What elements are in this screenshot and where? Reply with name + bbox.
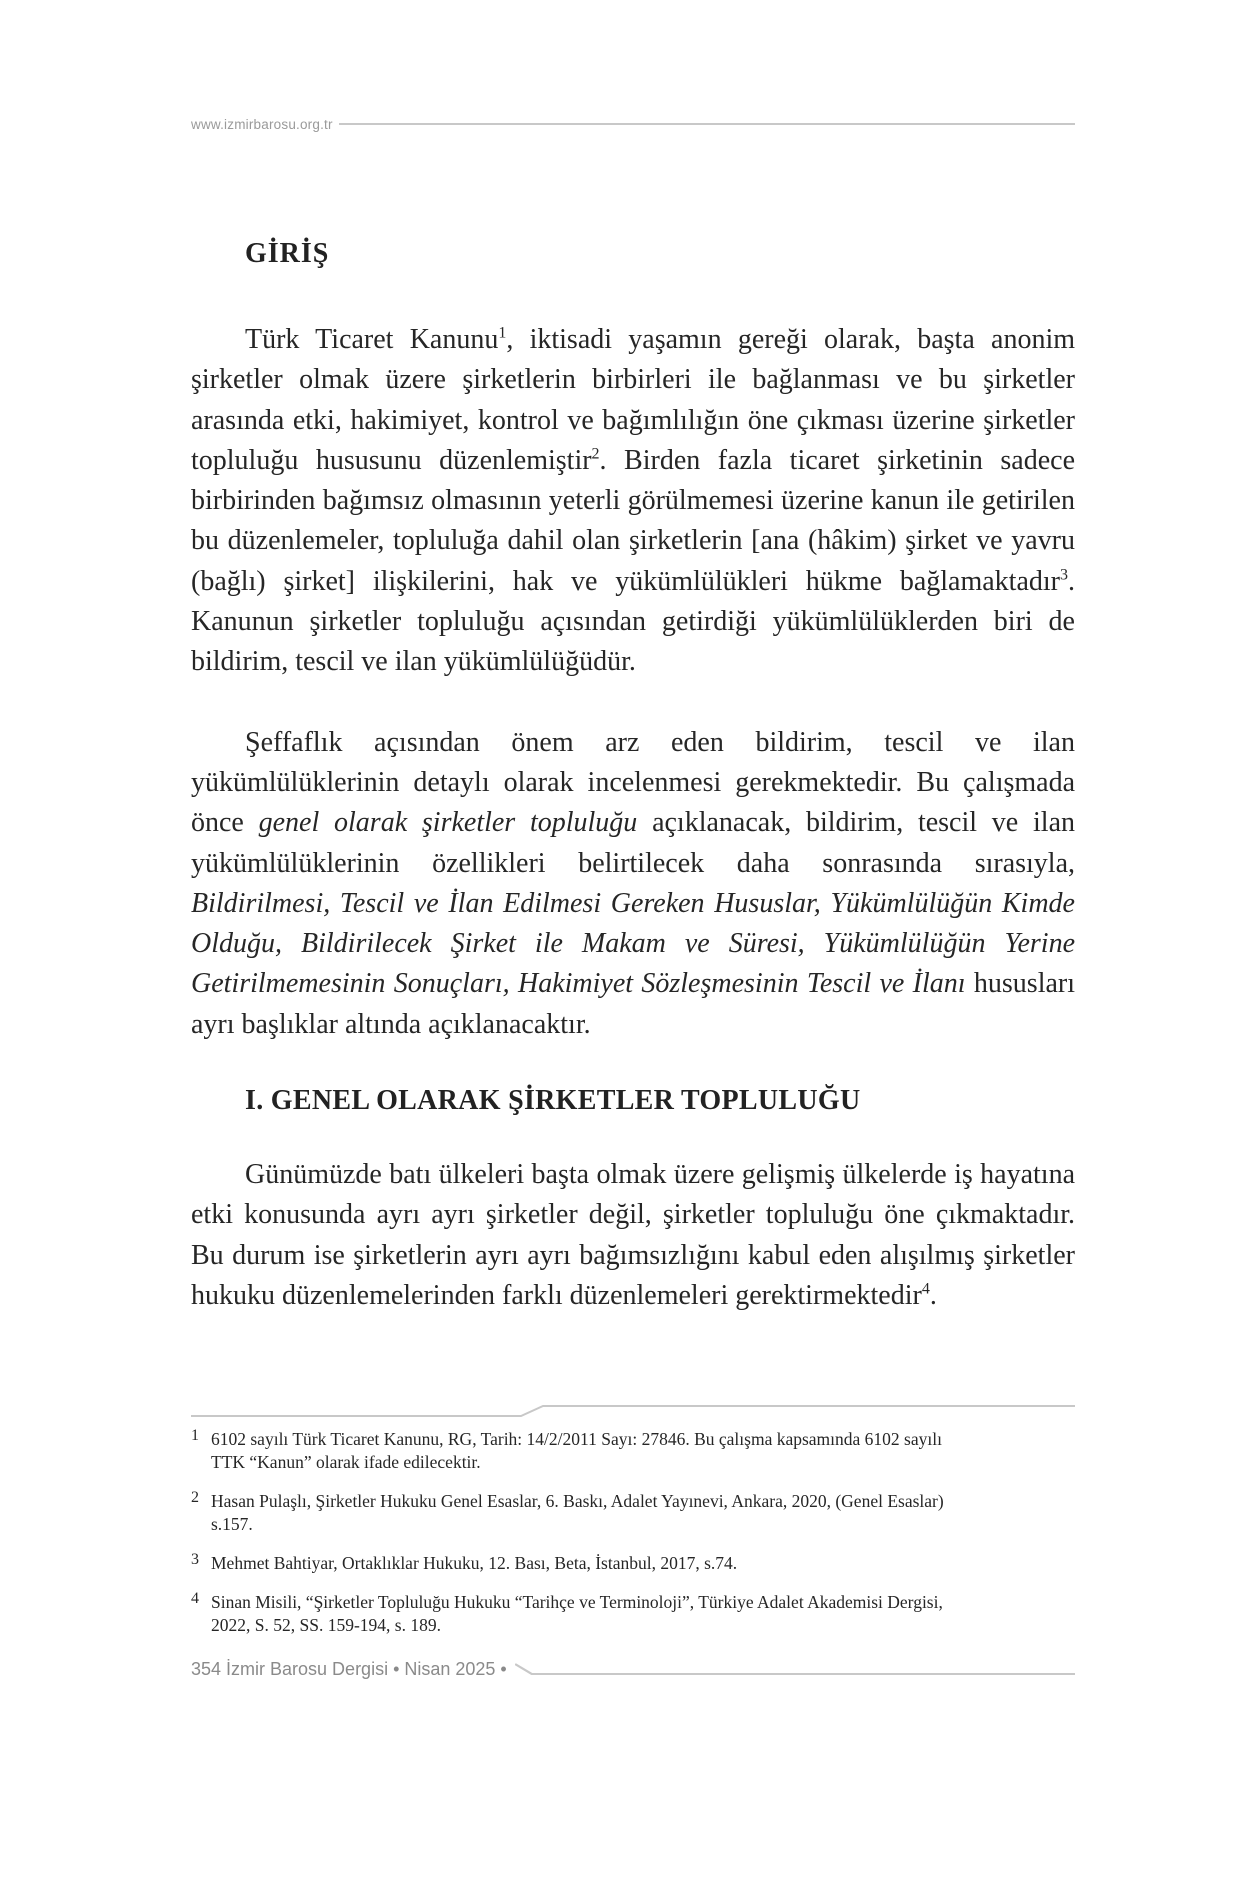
footnote-text: 6102 sayılı Türk Ticaret Kanunu, RG, Tarih: 14/2/2011 Sayı: 27846. Bu çalışma kapsamında 6102 sayılı [211, 1429, 942, 1449]
footnote-text: s.157. [211, 1514, 253, 1534]
footnote-1 [191, 1428, 1075, 1474]
text-run: açıklanacak, bildirim, tescil ve ilan yükümlülüklerinin özellikleri belirtilecek daha sonrasında sırasıyla, [191, 807, 1075, 879]
running-header [191, 112, 1075, 136]
footnote-text: 2022, S. 52, SS. 159-194, s. 189. [211, 1615, 441, 1635]
section-1-paragraph-1 [191, 1155, 1075, 1316]
text-run: . [929, 1279, 937, 1311]
italic-run: Bildirilmesi, Tescil ve İlan Edilmesi Gereken Hususlar, Yükümlülüğün Kimde Olduğu, Bildirilecek Şirket ile Makam ve Süresi, Yükümlülüğün Yerine Getirilmemesinin Sonuçları, Hakimiyet Sözleşmesinin Tescil ve İlanı [191, 887, 1075, 1000]
footnote-number: 4 [191, 1590, 199, 1607]
footnote-ref-4: 4 [921, 1280, 930, 1298]
intro-heading: GİRİŞ [245, 238, 330, 269]
section-1-heading: I. GENEL OLARAK ŞİRKETLER TOPLULUĞU [245, 1085, 861, 1117]
text-run: . Birden fazla ticaret şirketinin sadece birbirinden bağımsız olmasının yeterli görülmemesi üzerine kanun ile getirilen bu düzenlemeler, topluluğa dahil olan şirketlerin [ana (hâkim) şirket ve yavru (bağlı) şirket] ilişkilerini, hak ve yükümlülükleri hükme bağlamaktadır [191, 444, 1075, 597]
footnote-separator [191, 1404, 1075, 1418]
header-url: www.izmirbarosu.org.tr [191, 116, 333, 132]
intro-paragraph-2 [191, 723, 1075, 1045]
main-content [191, 238, 1075, 1316]
footnote-ref-2: 2 [591, 445, 600, 463]
text-run: . Kanunun şirketler topluluğu açısından getirdiği yükümlülüklerden biri de bildirim, tescil ve ilan yükümlülüğüdür. [191, 565, 1075, 678]
italic-run: genel olarak şirketler topluluğu [258, 807, 638, 839]
footnote-text: TTK “Kanun” olarak ifade edilecektir. [211, 1452, 481, 1472]
text-run: Türk Ticaret Kanunu [245, 324, 499, 355]
footnote-number: 2 [191, 1489, 199, 1506]
footnote-number: 1 [191, 1427, 199, 1444]
footnote-text: Hasan Pulaşlı, Şirketler Hukuku Genel Esaslar, 6. Baskı, Adalet Yayınevi, Ankara, 2020, (Genel Esaslar) [211, 1491, 944, 1511]
footnote-number: 3 [191, 1551, 199, 1568]
intro-paragraph-1 [191, 320, 1075, 683]
footnotes [191, 1428, 1075, 1653]
footer-text: 354 İzmir Barosu Dergisi • Nisan 2025 • [191, 1658, 507, 1679]
footnote-3 [191, 1552, 1075, 1575]
text-run: , iktisadi yaşamın gereği olarak, başta anonim şirketler olmak üzere şirketlerin birbirleri ile bağlanması ve bu şirketler arasında etki, hakimiyet, kontrol ve bağımlılığın öne çıkması üzerine şirketler topluluğu hususunu düzenlemiştir [191, 324, 1075, 476]
footnote-ref-3: 3 [1060, 566, 1068, 584]
text-run: Günümüzde batı ülkeleri başta olmak üzere gelişmiş ülkelerde iş hayatına etki konusunda ayrı ayrı şirketler değil, şirketler topluluğu öne çıkmaktadır. Bu durum ise şirketlerin ayrı ayrı bağımsızlığını kabul eden alışılmış şirketler hukuku düzenlemelerinden farklı düzenlemeleri gerektirmektedir [191, 1159, 1075, 1311]
footnote-text: Mehmet Bahtiyar, Ortaklıklar Hukuku, 12. Bası, Beta, İstanbul, 2017, s.74. [211, 1553, 738, 1573]
header-rule [339, 123, 1075, 125]
footer-rule [515, 1662, 1075, 1676]
text-run: hususları ayrı başlıklar altında açıklanacaktır. [191, 968, 1076, 1040]
running-footer [191, 1655, 1075, 1683]
footnote-2 [191, 1490, 1075, 1536]
footnote-ref-1: 1 [498, 324, 507, 342]
footnote-4 [191, 1591, 1075, 1637]
text-run: Şeffaflık açısından önem arz eden bildirim, tescil ve ilan yükümlülüklerinin detaylı olarak incelenmesi gerekmektedir. Bu çalışmada önce [191, 726, 1075, 839]
footnote-text: Sinan Misili, “Şirketler Topluluğu Hukuku “Tarihçe ve Terminoloji”, Türkiye Adalet Akademisi Dergisi, [211, 1592, 943, 1612]
